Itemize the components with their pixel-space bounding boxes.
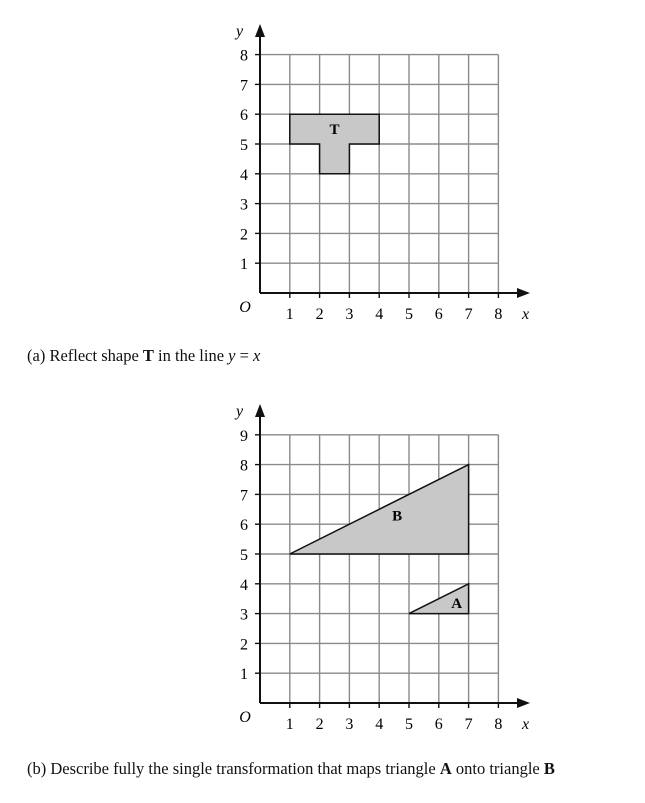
y-tick-label: 8 <box>240 457 248 475</box>
x-tick-label: 8 <box>494 306 503 323</box>
question-b-prefix: (b) Describe fully the single transformation that maps triangle <box>27 759 440 778</box>
coordinate-grid-a <box>0 0 645 340</box>
y-tick-label: 8 <box>240 47 248 65</box>
x-tick-label: 2 <box>315 716 324 733</box>
x-tick-label: 8 <box>494 716 503 733</box>
x-tick-label: 1 <box>285 306 294 323</box>
graph-a <box>0 0 645 340</box>
x-tick-label: 4 <box>375 716 384 733</box>
x-tick-label: 2 <box>315 306 324 323</box>
shape-label-b: B <box>392 508 403 525</box>
graph-b <box>0 390 645 740</box>
y-tick-label: 1 <box>240 256 248 274</box>
y-axis-label: y <box>236 23 244 40</box>
x-tick-label: 7 <box>464 716 473 733</box>
x-tick-label: 5 <box>405 716 413 733</box>
coordinate-grid-b <box>0 390 645 740</box>
y-axis-label: y <box>236 403 244 420</box>
y-tick-label: 6 <box>240 517 248 535</box>
x-axis-label: x <box>522 716 530 733</box>
x-axis-arrow-icon <box>517 288 530 298</box>
y-tick-label: 9 <box>240 427 248 445</box>
question-a-line-rhs: x <box>253 346 261 365</box>
x-tick-label: 6 <box>434 306 443 323</box>
y-tick-label: 1 <box>240 666 248 684</box>
x-axis-arrow-icon <box>517 698 530 708</box>
y-tick-label: 4 <box>240 166 248 184</box>
question-a <box>27 346 260 366</box>
x-tick-label: 7 <box>464 306 473 323</box>
x-tick-label: 3 <box>345 716 354 733</box>
question-a-equals: = <box>235 346 254 365</box>
y-tick-label: 2 <box>240 226 248 244</box>
question-b-middle: onto triangle <box>451 759 544 778</box>
question-a-middle: in the line <box>153 346 229 365</box>
x-tick-label: 4 <box>375 306 384 323</box>
question-b-to: B <box>543 759 555 778</box>
origin-label: O <box>239 709 251 726</box>
grid-lines <box>260 55 498 293</box>
y-tick-label: 7 <box>240 77 248 95</box>
y-tick-label: 2 <box>240 636 248 654</box>
shape-label-t: T <box>329 122 340 139</box>
y-axis-arrow-icon <box>255 404 265 417</box>
y-axis-arrow-icon <box>255 24 265 37</box>
x-tick-label: 5 <box>405 306 413 323</box>
y-tick-label: 4 <box>240 576 248 594</box>
x-tick-label: 6 <box>434 716 443 733</box>
y-tick-label: 6 <box>240 107 248 125</box>
x-tick-label: 3 <box>345 306 354 323</box>
question-b <box>27 759 555 779</box>
x-axis-label: x <box>522 306 530 323</box>
question-a-prefix: (a) Reflect shape <box>27 346 143 365</box>
origin-label: O <box>239 299 251 316</box>
shape-label-a: A <box>451 596 463 613</box>
y-tick-label: 5 <box>240 547 248 564</box>
question-a-shape: T <box>142 346 154 365</box>
y-tick-label: 5 <box>240 137 248 154</box>
y-tick-label: 7 <box>240 487 248 505</box>
question-a-line-var: y <box>228 346 236 365</box>
y-tick-label: 3 <box>240 606 248 624</box>
question-b-from: A <box>439 759 452 778</box>
y-tick-label: 3 <box>240 196 248 214</box>
x-tick-label: 1 <box>285 716 294 733</box>
